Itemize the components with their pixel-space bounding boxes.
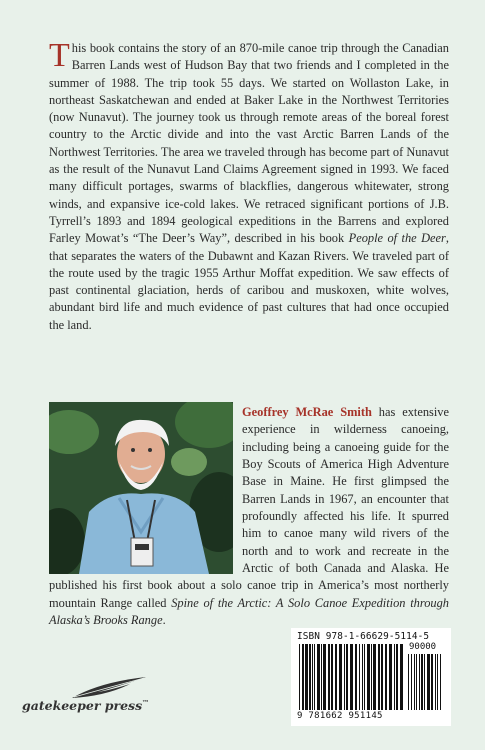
barcode-bar [331, 644, 333, 710]
drop-cap: T [49, 37, 70, 74]
barcode-bars [299, 644, 403, 710]
barcode-bar [312, 644, 313, 710]
addon-barcode-bars [408, 654, 444, 710]
bio-book-title: Spine of the Arctic: A Solo Canoe Expedition through Alaska’s Brooks Range [49, 595, 449, 628]
description-book-title: People of the Deer [348, 231, 446, 246]
barcode-bar [339, 644, 342, 710]
barcode-bar [435, 654, 436, 710]
barcode-bar [299, 644, 300, 710]
isbn-text: ISBN 978-1-66629-5114-5 [297, 631, 430, 642]
barcode-bar [419, 654, 420, 710]
barcode-bar [421, 654, 423, 710]
description-text: his book contains the story of an 870-mile canoe trip through the Canadian Barren Lands west of Hudson Bay that two friends and I completed in the summer of 1988. The trip took 55 days. We started on Wollaston Lake, in northeast Saskatchewan and ended at Baker Lake in the Northwest Territories (now Nunavut). The journey took us through remote areas of the boreal forest country to the Arctic divide and into the vast Arctic Barren Lands of the Northwest Territories. The area we traveled through has become part of Nunavut as the result of the Nunavut Land Claims Agreement signed in 1993. We faced many difficult portages, swarms of blackflies, dangerous whitewater, strong winds, and expansive ice-cold lakes. We retraced significant portions of J.B. Tyrrell’s 1893 and 1894 geological expeditions in the Barrens and explored Farley Mowat’s “The Deer’s Way”, described in his book [49, 41, 449, 246]
barcode-bar [381, 644, 383, 710]
price-addon-number: 90000 [409, 642, 437, 652]
barcode-bar [323, 644, 326, 710]
barcode-bar [367, 644, 370, 710]
barcode-bar [373, 644, 376, 710]
barcode-bar [389, 644, 392, 710]
barcode-bar [362, 644, 363, 710]
barcode-bar [335, 644, 337, 710]
barcode-bar [416, 654, 417, 710]
barcode-bar [321, 644, 322, 710]
barcode-bar [394, 644, 395, 710]
description-text-end: , that separates the waters of the Dubawnt and Kazan Rivers. We traveled part of the route used by the tragic 1955 Arthur Moffat expedition. We saw effects of past continental glaciation, herds of caribou and muskoxen, white wolves, abundant bird life and much evidence of past cultures that had once occupied the land. [49, 231, 449, 332]
bio-text-end: . [162, 613, 166, 628]
barcode-bar [411, 654, 412, 710]
isbn-barcode [291, 628, 451, 726]
barcode-bar [346, 644, 348, 710]
book-description [49, 37, 449, 334]
barcode-bar [427, 654, 430, 710]
barcode-digits: 9 781662 951145 [297, 711, 383, 721]
barcode-bar [437, 654, 438, 710]
barcode-bar [408, 654, 409, 710]
barcode-bar [355, 644, 357, 710]
barcode-bar [364, 644, 365, 710]
author-name: Geoffrey McRae Smith [242, 405, 372, 419]
bio-text: has extensive experience in wilderness canoeing, including being a canoeing guide for the Boy Scouts of America High Adventure Base in Maine. He first glimpsed the Barren Lands in 1967, an encounter that profoundly affected his life. It spurred him to canoe many wild rivers of the north and to work and recreate in the Arctic of both Canada and Alaska. He published his first book about a solo canoe trip in America’s most northerly mountain Range called [49, 405, 449, 610]
quill-icon [70, 676, 148, 700]
barcode-bar [431, 654, 433, 710]
barcode-bar [424, 654, 425, 710]
publisher-name-text: gatekeeper press [22, 698, 143, 714]
publisher-name [22, 698, 149, 713]
barcode-bar [414, 654, 415, 710]
barcode-bar [317, 644, 320, 710]
barcode-bar [344, 644, 345, 710]
barcode-bar [359, 644, 360, 710]
barcode-bar [328, 644, 330, 710]
barcode-bar [396, 644, 398, 710]
barcode-bar [371, 644, 372, 710]
barcode-bar [314, 644, 315, 710]
barcode-bar [400, 644, 403, 710]
barcode-bar [350, 644, 353, 710]
barcode-bar [309, 644, 311, 710]
barcode-bar [385, 644, 387, 710]
barcode-bar [378, 644, 380, 710]
barcode-bar [305, 644, 308, 710]
author-bio [49, 404, 449, 629]
publisher-logo [22, 676, 162, 721]
barcode-bar [440, 654, 441, 710]
barcode-bar [302, 644, 304, 710]
publisher-trademark: ™ [142, 698, 150, 707]
